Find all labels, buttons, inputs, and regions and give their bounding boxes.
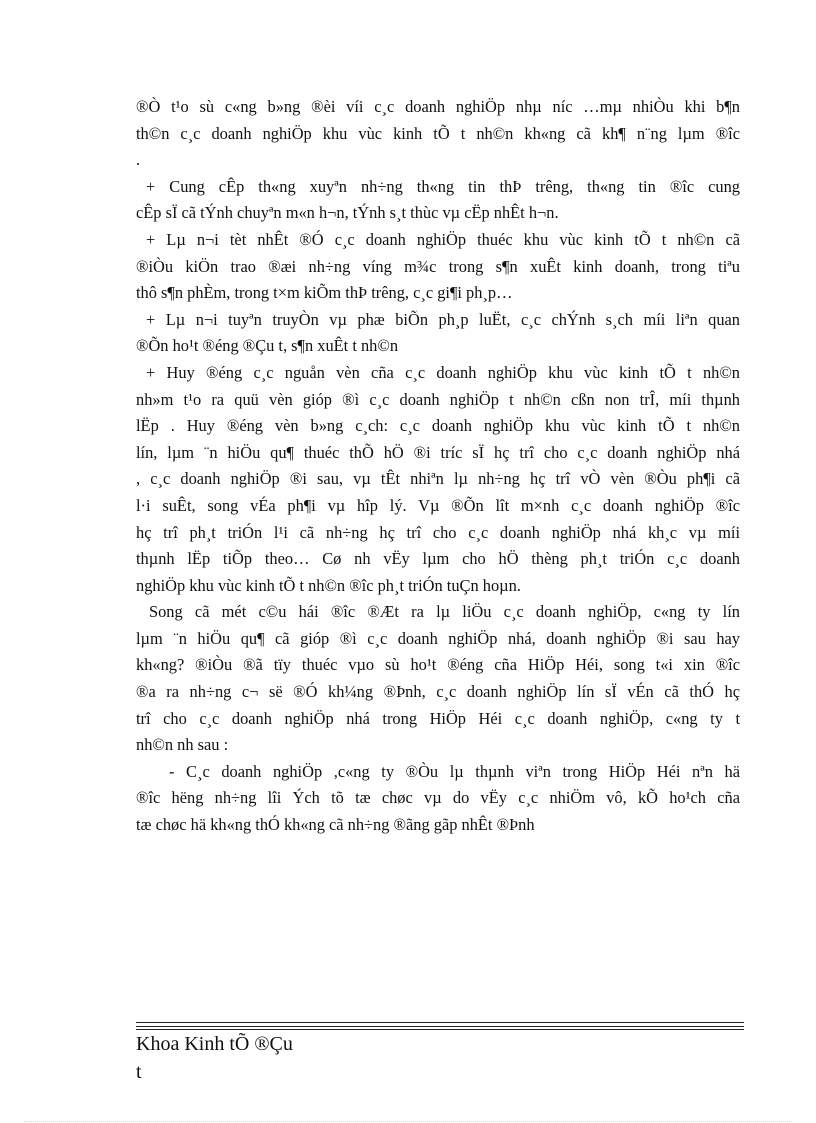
text-line: + Huy ®éng c¸c nguån vèn cña c¸c doanh nghiÖp khu vùc kinh tÕ t nh©n [146,362,740,382]
text-line: thµnh lËp tiÕp theo… Cø nh vËy lµm cho hÖ thèng ph¸t triÓn c¸c doanh [136,549,740,569]
text-line: l·i suÊt, song vÉa ph¶i vµ hîp lý. Vµ ®Õn lît m×nh c¸c doanh nghiÖp ®îc [136,495,740,515]
text-line: trî cho c¸c doanh nghiÖp nhá trong HiÖp Héi c¸c doanh nghiÖp, c«ng ty t [136,708,740,728]
text-line: + Cung cÊp th«ng xuyªn nh÷ng th«ng tin thÞ trêng, th«ng tin ®îc cung [146,176,740,196]
text-line: th©n c¸c doanh nghiÖp khu vùc kinh tÕ t nh©n kh«ng cã kh¶ n¨ng lµm ®îc [136,123,740,143]
page-edge-divider [24,1121,792,1122]
text-line: + Lµ n¬i tèt nhÊt ®Ó c¸c doanh nghiÖp thuéc khu vùc kinh tÕ t nh©n cã [146,229,740,249]
text-line: ®a ra nh÷ng c¬ së ®Ó kh¼ng ®Þnh, c¸c doanh nghiÖp lín sÏ vÉn cã thÓ hç [136,682,740,702]
text-line: . [136,150,141,170]
body-text [136,94,740,839]
text-line: lµm ¨n hiÖu qu¶ cã gióp ®ì c¸c doanh nghiÖp nhá, doanh nghiÖp ®i sau hay [136,628,740,648]
text-line: ®Õn ho¹t ®éng ®Çu t, s¶n xuÊt t nh©n [136,336,399,356]
footer-rule [136,1022,744,1023]
text-line: + Lµ n¬i tuyªn truyÒn vµ phæ biÕn ph¸p luËt, c¸c chÝnh s¸ch míi liªn quan [146,309,740,329]
text-line: ®îc hëng nh÷ng lîi Ých tõ tæ chøc vµ do vËy c¸c nhiÖm vô, kÕ ho¹ch cña [136,788,740,808]
text-line: tæ chøc hä kh«ng thÓ kh«ng cã nh÷ng ®ãng gãp nhÊt ®Þnh [136,815,535,835]
text-line: nh»m t¹o ra quü vèn gióp ®ì c¸c doanh nghiÖp t nh©n cßn non trÎ, míi thµnh [136,389,740,409]
text-line: cÊp sÏ cã tÝnh chuyªn m«n h¬n, tÝnh s¸t thùc vµ cËp nhÊt h¬n. [136,203,559,223]
text-line: kh«ng? ®iÒu ®ã tïy thuéc vµo sù ho¹t ®éng cña HiÖp Héi, song t«i xin ®îc [136,655,740,675]
text-line: lín, lµm ¨n hiÖu qu¶ thuéc thÕ hÖ ®i tríc sÏ hç trî cho c¸c doanh nghiÖp nhá [136,442,740,462]
text-line: Song cã mét c©u hái ®îc ®Æt ra lµ liÖu c¸c doanh nghiÖp, c«ng ty lín [149,602,740,622]
text-line: lËp . Huy ®éng vèn b»ng c¸ch: c¸c doanh nghiÖp khu vùc kinh tÕ t nh©n [136,416,740,436]
text-line: nghiÖp khu vùc kinh tÕ t nh©n ®îc ph¸t triÓn tuÇn hoµn. [136,575,521,595]
text-line: hç trî ph¸t triÓn l¹i cã nh÷ng hç trî cho c¸c doanh nghiÖp nhá kh¸c vµ míi [136,522,740,542]
footer-rule [136,1026,744,1027]
text-line: nh©n nh sau : [136,735,229,755]
text-line: , c¸c doanh nghiÖp ®i sau, vµ tÊt nhiªn lµ nh÷ng hç trî vÒ vèn ®Òu ph¶i cã [136,469,740,489]
text-line: ®iÒu kiÖn trao ®æi nh÷ng víng m¾c trong s¶n xuÊt kinh doanh, trong tiªu [136,256,740,276]
text-line: ®Ò t¹o sù c«ng b»ng ®èi víi c¸c doanh nghiÖp nhµ níc …mµ nhiÒu khi b¶n [136,97,740,116]
footer-title: Khoa Kinh tÕ ®Çu t [136,1033,293,1083]
text-line: thô s¶n phÈm, trong t×m kiÕm thÞ trêng, c¸c gi¶i ph¸p… [136,283,513,303]
text-line: - C¸c doanh nghiÖp ,c«ng ty ®Òu lµ thµnh viªn trong HiÖp Héi nªn hä [169,761,740,781]
